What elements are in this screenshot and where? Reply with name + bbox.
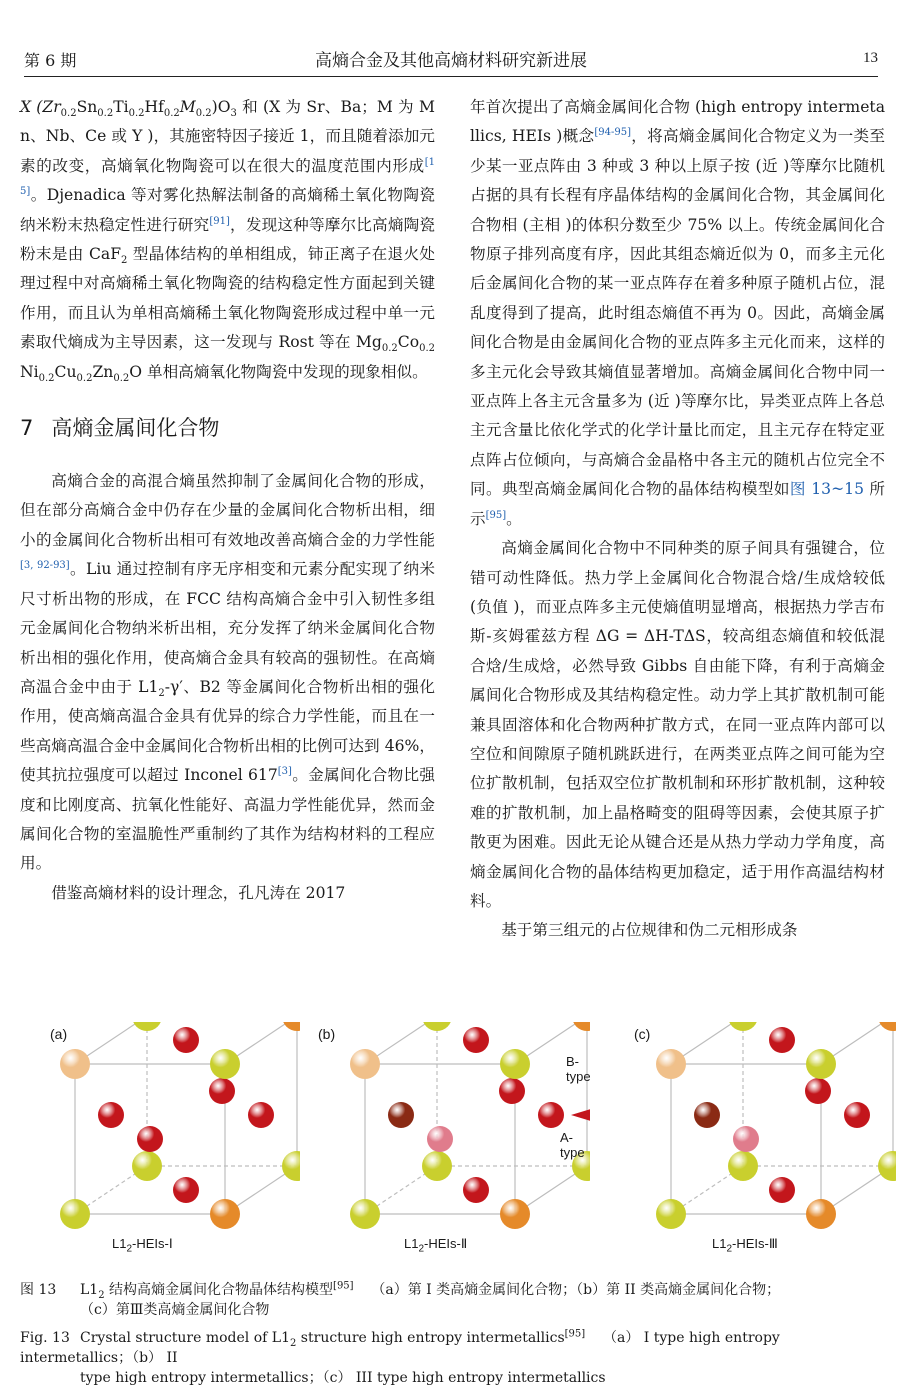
red-atom xyxy=(805,1078,831,1104)
paragraph: X $(Zr_{0.2}Sn_{0.2}Ti_{0.2}Hf_{0.2}M_{0.2})O_3$ 和 (X 为 Sr、Ba；M 为 Mn、Nb、Ce 或 Y )，其施密特因子接近 1，而且随着添加元素的改变，高熵氧化物陶瓷可以在很大的温度范围内形成[15]。Djenadica 等对雾化热解法制备的高熵稀土氧化物陶瓷纳米粉末热稳定性进行研究[91]，发现这种等摩尔比高熵陶瓷粉末是由 CaF$_2$ 型晶体结构的单相组成，铈正离子在退火处理过程中对高熵稀土氧化物陶瓷的结构稳定性方面起到关键作用，而且认为单相高熵稀土氧化物陶瓷形成过程中单一元素取代熵成为主导因素，这一发现与 Rost 等在 $Mg_{0.2}Co_{0.2}Ni_{0.2}Cu_{0.2}Zn_{0.2}O$ 单相高熵氧化物陶瓷中发现的现象相似。 xyxy=(20,98,435,384)
citation-link[interactable]: [95] xyxy=(333,1280,354,1292)
paragraph: 高熵合金的高混合熵虽然抑制了金属间化合物的形成，但在部分高熵合金中仍存在少量的金属间化合物析出相，细小的金属间化合物析出相可有效地改善高熵合金的力学性能[3, 92-93]。Liu 通过控制有序无序相变和元素分配实现了纳米尺寸析出物的形成，在 FCC 结构高熵合金中引入韧性多组元金属间化合物纳米析出相，充分发挥了纳米金属间化合物析出相的强化作用，使高熵合金具有较高的强韧性。在高熵高温合金中由于 $L1_2-\gamma'$、B2 等金属间化合物析出相的强化作用，使高熵高温合金具有优异的综合力学性能，而且在一些高熵高温合金中金属间化合物析出相的比例可达到 46%，使其抗拉强度可以超过 Inconel 617[3]。金属间化合物比强度和比刚度高、抗氧化性能好、高温力学性能优异，然而金属间化合物的室温脆性严重制约了其作为结构材料的工程应用。 xyxy=(20,472,436,873)
yellow-atom xyxy=(422,1022,452,1031)
red-atom xyxy=(173,1027,199,1053)
citation-link[interactable]: [95] xyxy=(564,1328,586,1340)
citation-link[interactable]: [94-95] xyxy=(594,127,632,139)
citation-link[interactable]: [95] xyxy=(485,509,507,521)
figure-number: Fig. 13 xyxy=(20,1330,70,1346)
peach-atom xyxy=(60,1049,90,1079)
yellow-atom xyxy=(878,1151,896,1181)
orange-atom xyxy=(806,1199,836,1229)
yellow-atom xyxy=(422,1151,452,1181)
b-type-label: B-type xyxy=(566,1054,591,1084)
panel-label: $L1_2-HEIs-Ⅰ$ xyxy=(112,1236,173,1255)
crystal-model-a xyxy=(20,1022,300,1232)
panel-letter: (c) xyxy=(634,1026,651,1042)
page-header xyxy=(24,46,878,77)
paragraph: 借鉴高熵材料的设计理念，孔凡涛在 2017 xyxy=(51,883,346,902)
red-atom xyxy=(769,1177,795,1203)
yellow-atom xyxy=(656,1199,686,1229)
panel-letter: (b) xyxy=(318,1026,336,1042)
paragraph: 年首次提出了高熵金属间化合物 (high entropy intermetallics, HEIs )概念[94-95]，将高熵金属间化合物定义为一类至少某一亚点阵由 3 种或 3 种以上原子按 (近 )等摩尔比随机占据的具有长程有序晶体结构的金属间化合物，其金属间化合物相 (主相 )的体积分数至少 75% 以上。传统金属间化合物原子排列高度有序，因此其组态熵近似为 0，而多主元化后金属间化合物的某一亚点阵存在着多种原子随机占位，混乱度得到了提高，此时组态熵值不再为 0。因此，高熵金属间化合物是由金属间化合物的亚点阵多主元化而来，这样的多主元化会导致其熵值显著增加。高熵金属间化合物中同一亚点阵上各主元含量多为 (近 )等摩尔比，异类亚点阵上各总主元含量比依化学式的化学计量比而定，且主元存在特定亚点阵占位倾向，与高熵合金晶格中各主元的随机占位完全不同。典型高熵金属间化合物的晶体结构模型如图 13~15 所示[95]。 xyxy=(470,98,885,528)
yellow-atom xyxy=(350,1199,380,1229)
crystal-model-b xyxy=(310,1022,590,1232)
citation-link[interactable]: [3] xyxy=(277,765,292,777)
yellow-atom xyxy=(210,1049,240,1079)
paragraph: 基于第三组元的占位规律和伪二元相形成条 xyxy=(501,921,798,940)
red-atom xyxy=(248,1102,274,1128)
citation-link[interactable]: [15] xyxy=(20,156,435,198)
yellow-atom xyxy=(500,1049,530,1079)
issue-number: 第 6 期 xyxy=(24,51,77,70)
yellow-atom xyxy=(806,1049,836,1079)
orange-atom xyxy=(282,1022,300,1031)
figure-13 xyxy=(20,1022,890,1272)
yellow-atom xyxy=(282,1151,300,1181)
red-atom xyxy=(463,1027,489,1053)
citation-link[interactable]: [91] xyxy=(209,215,230,227)
citation-link[interactable]: [3, 92-93] xyxy=(20,560,70,572)
red-atom xyxy=(538,1102,564,1128)
panel-c xyxy=(616,1022,896,1272)
brown-atom xyxy=(694,1102,720,1128)
left-column xyxy=(20,93,435,908)
yellow-atom xyxy=(60,1199,90,1229)
caption-english: Fig. 13 Crystal structure model of $L1_2$ structure high entropy intermetallics[95] （a） I type high entropy intermetallics；（b） II type high entropy intermetallics；（c） III type high entropy intermetallics xyxy=(20,1328,780,1386)
panel-b xyxy=(310,1022,590,1272)
right-column xyxy=(470,93,885,946)
red-atom xyxy=(499,1078,525,1104)
yellow-atom xyxy=(132,1151,162,1181)
peach-atom xyxy=(656,1049,686,1079)
panel-letter: (a) xyxy=(50,1026,68,1042)
section-heading xyxy=(20,413,435,443)
yellow-atom xyxy=(728,1151,758,1181)
orange-atom xyxy=(572,1022,590,1031)
pink-atom xyxy=(733,1126,759,1152)
brown-atom xyxy=(388,1102,414,1128)
orange-atom xyxy=(500,1199,530,1229)
panel-a xyxy=(20,1022,300,1272)
red-atom xyxy=(173,1177,199,1203)
paragraph: 高熵金属间化合物中不同种类的原子间具有强键合，位错可动性降低。热力学上金属间化合物混合焓/生成焓较低 (负值 )，而亚点阵多主元使熵值明显增高，根据热力学吉布斯-亥姆霍兹方程 ΔG = ΔH-TΔS，较高组态熵值和较低混合焓/生成焓，必然导致 Gibbs 自由能下降，有利于高熵金属间化合物形成及其结构稳定性。动力学上其扩散机制可能兼具固溶体和化合物两种扩散方式，在同一亚点阵内部可以空位和间隙原子随机跳跃进行，在两类亚点阵之间可能为空位扩散机制，包括双空位扩散机制和环形扩散机制，这种较难的扩散机制，加上晶格畸变的阻碍等因素，会使其原子扩散更为困难。因此无论从键合还是从热力学动力学角度，高熵金属间化合物的晶体结构更加稳定，适于用作高温结构材料。 xyxy=(470,539,885,910)
a-type-label: A-type xyxy=(560,1130,585,1160)
red-atom xyxy=(769,1027,795,1053)
yellow-atom xyxy=(132,1022,162,1031)
red-atom xyxy=(209,1078,235,1104)
red-atom xyxy=(137,1126,163,1152)
section-number: 7 xyxy=(20,416,34,441)
red-atom xyxy=(98,1102,124,1128)
red-atom xyxy=(844,1102,870,1128)
panel-label: $L1_2-HEIs-Ⅲ$ xyxy=(712,1236,778,1255)
running-title: 高熵合金及其他高熵材料研究新进展 xyxy=(315,51,587,71)
a-type-arrow xyxy=(571,1109,590,1121)
section-title: 高熵金属间化合物 xyxy=(51,416,220,441)
panel-label: $L1_2-HEIs-Ⅱ$ xyxy=(404,1236,468,1255)
page-number: 13 xyxy=(863,50,878,66)
figure-link[interactable]: 图 13~15 xyxy=(789,480,865,499)
yellow-atom xyxy=(728,1022,758,1031)
red-atom xyxy=(463,1177,489,1203)
caption-chinese: 图 13 $L1_2$ 结构高熵金属间化合物晶体结构模型[95] （a）第 I 类高熵金属间化合物；（b）第 II 类高熵金属间化合物； （c）第Ⅲ类高熵金属间化合物 xyxy=(20,1280,781,1318)
pink-atom xyxy=(427,1126,453,1152)
orange-atom xyxy=(210,1199,240,1229)
peach-atom xyxy=(350,1049,380,1079)
figure-number: 图 13 xyxy=(20,1282,57,1298)
crystal-model-c xyxy=(616,1022,896,1232)
orange-atom xyxy=(878,1022,896,1031)
